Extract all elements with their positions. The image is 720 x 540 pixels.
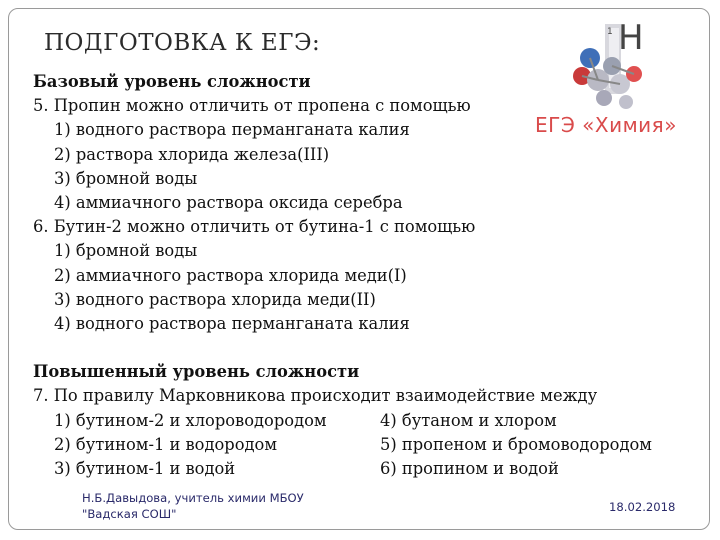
- q6-option-4: 4) водного раствора перманганата калия: [54, 313, 410, 333]
- q7-option-4: 4) бутаном и хлором: [380, 410, 557, 430]
- question-5: 5. Пропин можно отличить от пропена с помощью: [33, 96, 471, 116]
- q7-row-3: [33, 457, 652, 481]
- q5-option-2: 2) раствора хлорида железа(III): [54, 144, 330, 164]
- q7-option-2: 2) бутином-1 и водородом: [54, 434, 278, 454]
- q5-option-3: 3) бромной воды: [54, 168, 198, 188]
- basic-level-heading: Базовый уровень сложности: [33, 72, 311, 91]
- footer-date: 18.02.2018: [609, 500, 676, 514]
- element-symbol: H: [618, 18, 644, 58]
- q6-option-2: 2) аммиачного раствора хлорида меди(I): [54, 265, 407, 285]
- question-6: 6. Бутин-2 можно отличить от бутина-1 с помощью: [33, 217, 476, 237]
- q7-option-3: 3) бутином-1 и водой: [54, 459, 236, 478]
- footer-author-line-1: Н.Б.Давыдова, учитель химии МБОУ: [82, 491, 304, 505]
- q6-option-1: 1) бромной воды: [54, 241, 198, 261]
- element-number: 1: [607, 27, 613, 37]
- slide-title: ПОДГОТОВКА К ЕГЭ:: [44, 30, 321, 56]
- q5-option-4: 4) аммиачного раствора оксида серебра: [54, 192, 403, 212]
- slide-body: [33, 70, 652, 481]
- q7-option-1: 1) бутином-2 и хлороводородом: [54, 410, 327, 430]
- q7-option-6: 6) пропином и водой: [380, 459, 559, 478]
- q5-option-1: 1) водного раствора перманганата калия: [54, 120, 410, 140]
- advanced-level-heading: Повышенный уровень сложности: [33, 362, 360, 382]
- section-spacer: [33, 336, 652, 360]
- footer-author: [82, 490, 304, 522]
- footer-author-line-2: "Вадская СОШ": [82, 507, 177, 521]
- q7-row-2: [33, 433, 652, 457]
- question-7: 7. По правилу Марковникова происходит взаимодействие между: [33, 386, 598, 406]
- q7-row-1: [33, 409, 652, 433]
- q7-option-5: 5) пропеном и бромоводородом: [380, 434, 652, 454]
- q6-option-3: 3) водного раствора хлорида меди(II): [54, 289, 376, 309]
- logo-caption: ЕГЭ «Химия»: [535, 113, 677, 137]
